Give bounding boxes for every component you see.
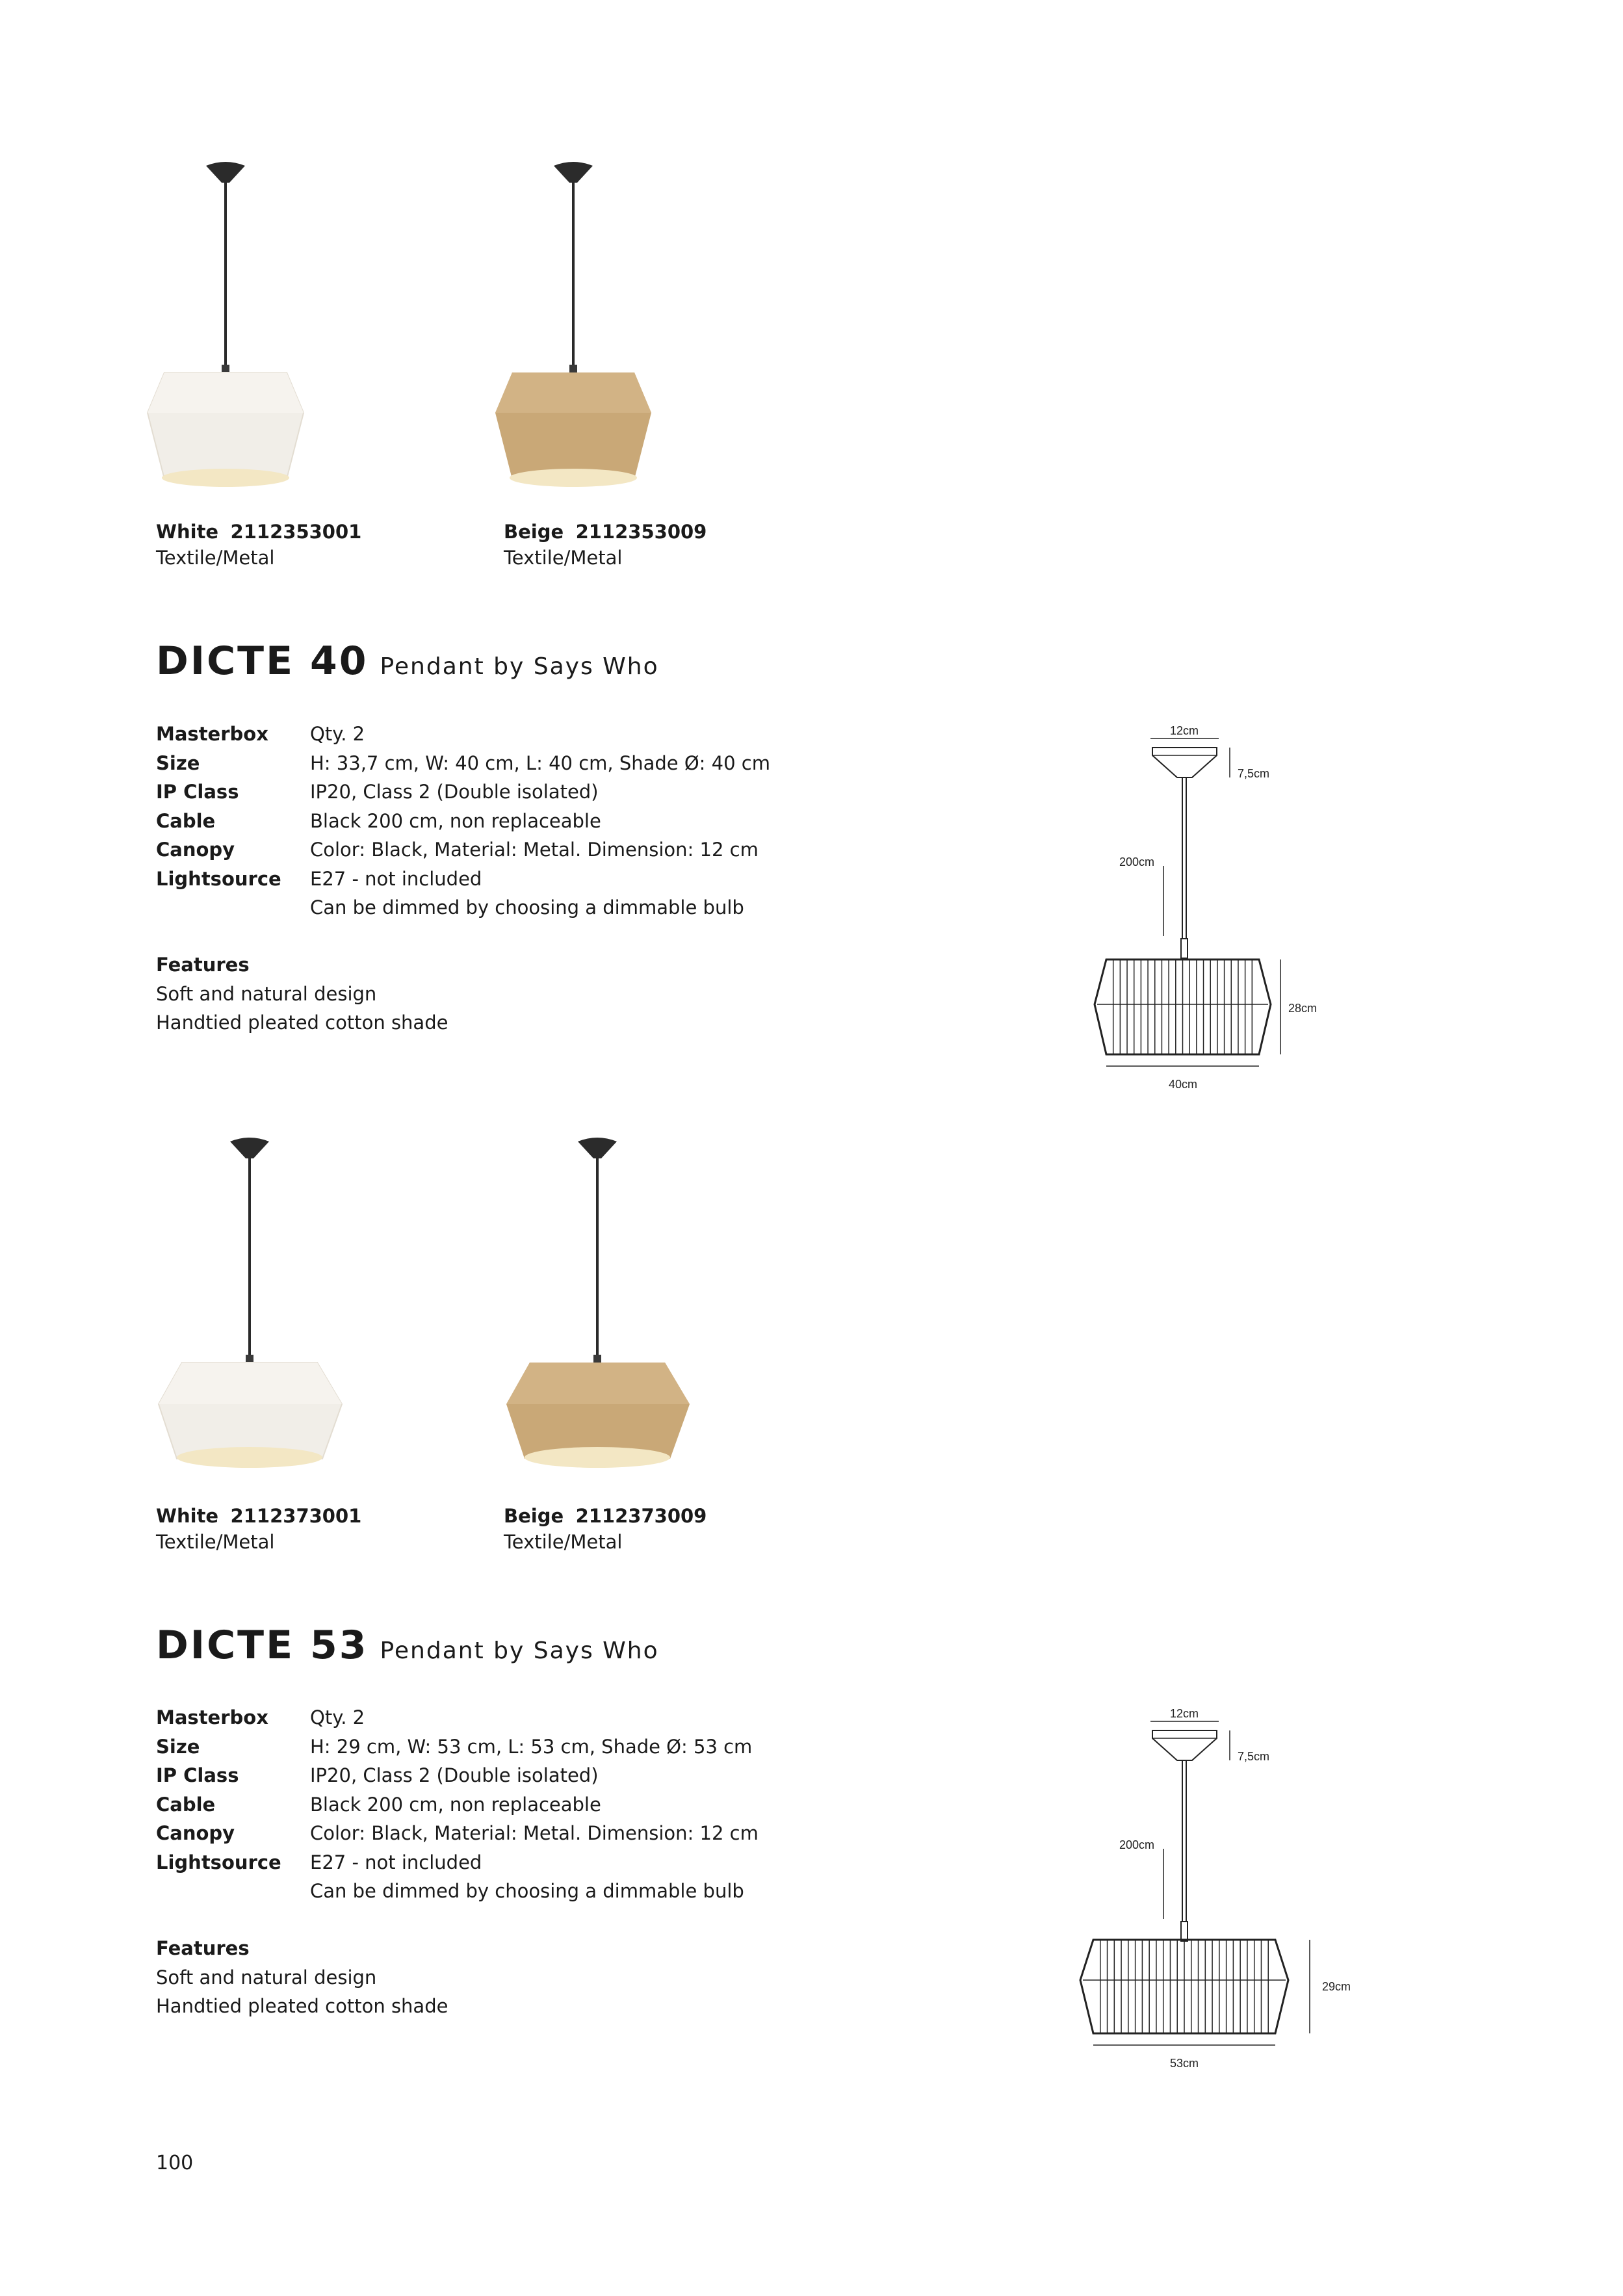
variant-caption-beige xyxy=(504,519,707,571)
spec-label: Size xyxy=(156,751,200,774)
feature-item: Soft and natural design xyxy=(156,982,377,1005)
spec-label: Canopy xyxy=(156,839,235,861)
dim-canopy-width: 12cm xyxy=(1169,1707,1199,1720)
spec-label: Masterbox xyxy=(156,1706,268,1729)
spec-value: Black 200 cm, non replaceable xyxy=(310,809,601,832)
spec-value: Qty. 2 xyxy=(310,723,365,745)
spec-label: Size xyxy=(156,1735,200,1758)
spec-row xyxy=(156,865,770,894)
spec-row xyxy=(156,1790,759,1820)
variant-material: Textile/Metal xyxy=(156,1531,275,1553)
variant-caption-white xyxy=(156,519,361,571)
variant-code: 2112353009 xyxy=(575,521,707,543)
variant-material: Textile/Metal xyxy=(156,547,275,569)
dim-shade-width: 53cm xyxy=(1169,2057,1199,2070)
variant-material: Textile/Metal xyxy=(504,1531,623,1553)
dim-shade-height: 28cm xyxy=(1288,1002,1318,1015)
features-heading: Features xyxy=(156,1937,250,1959)
spec-label: IP Class xyxy=(156,1764,239,1786)
dimension-diagram xyxy=(1053,1698,1391,2101)
spec-value: IP20, Class 2 (Double isolated) xyxy=(310,781,599,803)
spec-value: E27 - not included xyxy=(310,867,482,890)
spec-label: Canopy xyxy=(156,1822,235,1844)
dimension-diagram xyxy=(1079,715,1365,1118)
variant-color: White xyxy=(156,1505,219,1527)
dim-cable-length: 200cm xyxy=(1119,1838,1155,1851)
product-photo-beige xyxy=(504,1118,777,1482)
spec-value: H: 33,7 cm, W: 40 cm, L: 40 cm, Shade Ø: 40 cm xyxy=(310,751,770,774)
spec-row xyxy=(156,1848,759,1877)
spec-value: Qty. 2 xyxy=(310,1706,365,1729)
dim-cable-length: 200cm xyxy=(1119,855,1155,868)
spec-label xyxy=(156,893,310,922)
variant-caption-beige xyxy=(504,1503,707,1555)
spec-row xyxy=(156,1877,759,1906)
dim-shade-width: 40cm xyxy=(1168,1078,1198,1091)
spec-row xyxy=(156,1761,759,1790)
spec-value: Can be dimmed by choosing a dimmable bulb xyxy=(310,1880,744,1902)
variant-code: 2112373009 xyxy=(575,1505,707,1527)
spec-label: Masterbox xyxy=(156,723,268,745)
product-subtitle: Pendant by Says Who xyxy=(380,1637,659,1664)
spec-value: H: 29 cm, W: 53 cm, L: 53 cm, Shade Ø: 53 cm xyxy=(310,1735,753,1758)
spec-label: Lightsource xyxy=(156,1851,281,1873)
spec-row xyxy=(156,720,770,749)
product-title xyxy=(156,638,659,684)
dim-canopy-width: 12cm xyxy=(1169,724,1199,737)
dim-canopy-height: 7,5cm xyxy=(1238,1750,1270,1763)
spec-value: Color: Black, Material: Metal. Dimension: 12 cm xyxy=(310,839,759,861)
features-heading: Features xyxy=(156,954,250,976)
variant-code: 2112353001 xyxy=(230,521,362,543)
feature-item: Soft and natural design xyxy=(156,1966,377,1989)
variant-color: Beige xyxy=(504,521,564,543)
dim-shade-height: 29cm xyxy=(1322,1980,1351,1993)
product-subtitle: Pendant by Says Who xyxy=(380,653,659,680)
spec-value: Can be dimmed by choosing a dimmable bulb xyxy=(310,896,744,919)
variant-code: 2112373001 xyxy=(230,1505,362,1527)
product-photo-white xyxy=(146,146,419,510)
variant-color: White xyxy=(156,521,219,543)
variant-color: Beige xyxy=(504,1505,564,1527)
feature-item: Handtied pleated cotton shade xyxy=(156,1995,448,2017)
spec-value: IP20, Class 2 (Double isolated) xyxy=(310,1764,599,1786)
spec-row xyxy=(156,1703,759,1732)
spec-table xyxy=(156,1703,759,1906)
spec-row xyxy=(156,807,770,836)
spec-label: Lightsource xyxy=(156,867,281,890)
variant-material: Textile/Metal xyxy=(504,547,623,569)
dim-canopy-height: 7,5cm xyxy=(1238,767,1270,780)
product-title xyxy=(156,1623,659,1668)
spec-row xyxy=(156,893,770,922)
product-photo-beige xyxy=(494,146,767,510)
spec-row xyxy=(156,835,770,865)
product-photo-white xyxy=(156,1118,429,1482)
feature-item: Handtied pleated cotton shade xyxy=(156,1011,448,1034)
spec-table xyxy=(156,720,770,922)
spec-value: Color: Black, Material: Metal. Dimension: 12 cm xyxy=(310,1822,759,1844)
features-block xyxy=(156,1934,448,2021)
spec-label: Cable xyxy=(156,809,216,832)
spec-value: Black 200 cm, non replaceable xyxy=(310,1793,601,1816)
spec-row xyxy=(156,749,770,778)
spec-row xyxy=(156,1819,759,1848)
spec-label: IP Class xyxy=(156,781,239,803)
page-number: 100 xyxy=(156,2152,194,2174)
variant-caption-white xyxy=(156,1503,361,1555)
product-name: DICTE 53 xyxy=(156,1623,369,1668)
spec-row xyxy=(156,1732,759,1762)
spec-label: Cable xyxy=(156,1793,216,1816)
spec-value: E27 - not included xyxy=(310,1851,482,1873)
features-block xyxy=(156,950,448,1037)
spec-row xyxy=(156,777,770,807)
spec-label xyxy=(156,1877,310,1906)
product-name: DICTE 40 xyxy=(156,638,369,684)
